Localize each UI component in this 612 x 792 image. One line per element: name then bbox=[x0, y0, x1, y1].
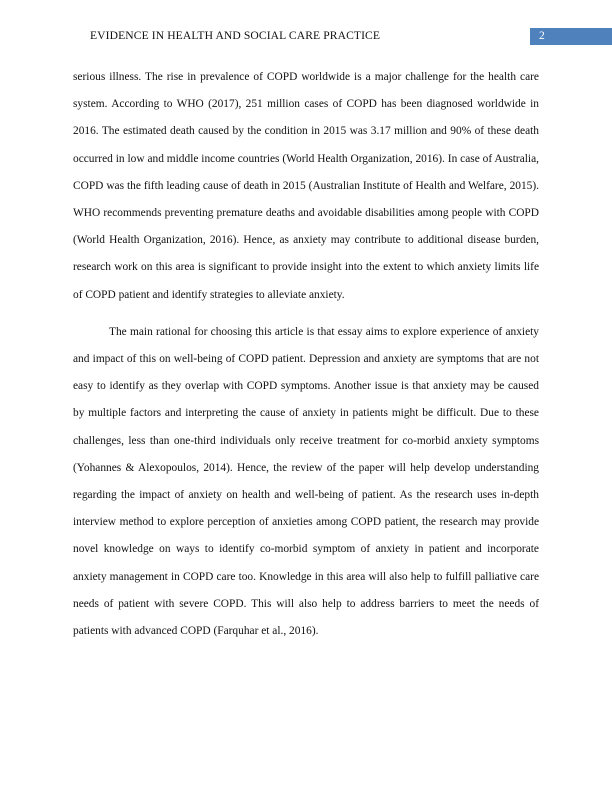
paragraph-continuation: serious illness. The rise in prevalence of COPD worldwide is a major challenge for the health care system. According to WHO (2017), 251 million cases of COPD has been diagnosed worldwide in 2016. The estimated death caused by the condition in 2015 was 3.17 million and 90% of these death occurred in low and middle income countries (World Health Organization, 2016). In case of Australia, COPD was the fifth leading cause of death in 2015 (Australian Institute of Health and Welfare, 2015). WHO recommends preventing premature deaths and avoidable disabilities among people with COPD (World Health Organization, 2016). Hence, as anxiety may contribute to additional disease burden, research work on this area is significant to provide insight into the extent to which anxiety limits life of COPD patient and identify strategies to alleviate anxiety. bbox=[73, 71, 539, 301]
page-number: 2 bbox=[539, 29, 545, 42]
body-text bbox=[73, 64, 539, 655]
page-number-box bbox=[530, 28, 612, 45]
running-head: EVIDENCE IN HEALTH AND SOCIAL CARE PRACTICE bbox=[90, 29, 381, 42]
paragraph-rationale: The main rational for choosing this article is that essay aims to explore experience of anxiety and impact of this on well-being of COPD patient. Depression and anxiety are symptoms that are not easy to identify as they overlap with COPD symptoms. Another issue is that anxiety may be caused by multiple factors and interpreting the cause of anxiety in patients might be difficult. Due to these challenges, less than one-third individuals only receive treatment for co-morbid anxiety symptoms (Yohannes & Alexopoulos, 2014). Hence, the review of the paper will help develop understanding regarding the impact of anxiety on health and well-being of patient. As the research uses in-depth interview method to explore perception of anxieties among COPD patient, the research may provide novel knowledge on ways to identify co-morbid symptom of anxiety in patient and incorporate anxiety management in COPD care too. Knowledge in this area will also help to fulfill palliative care needs of patient with severe COPD. This will also help to address barriers to meet the needs of patients with advanced COPD (Farquhar et al., 2016). bbox=[73, 325, 539, 638]
